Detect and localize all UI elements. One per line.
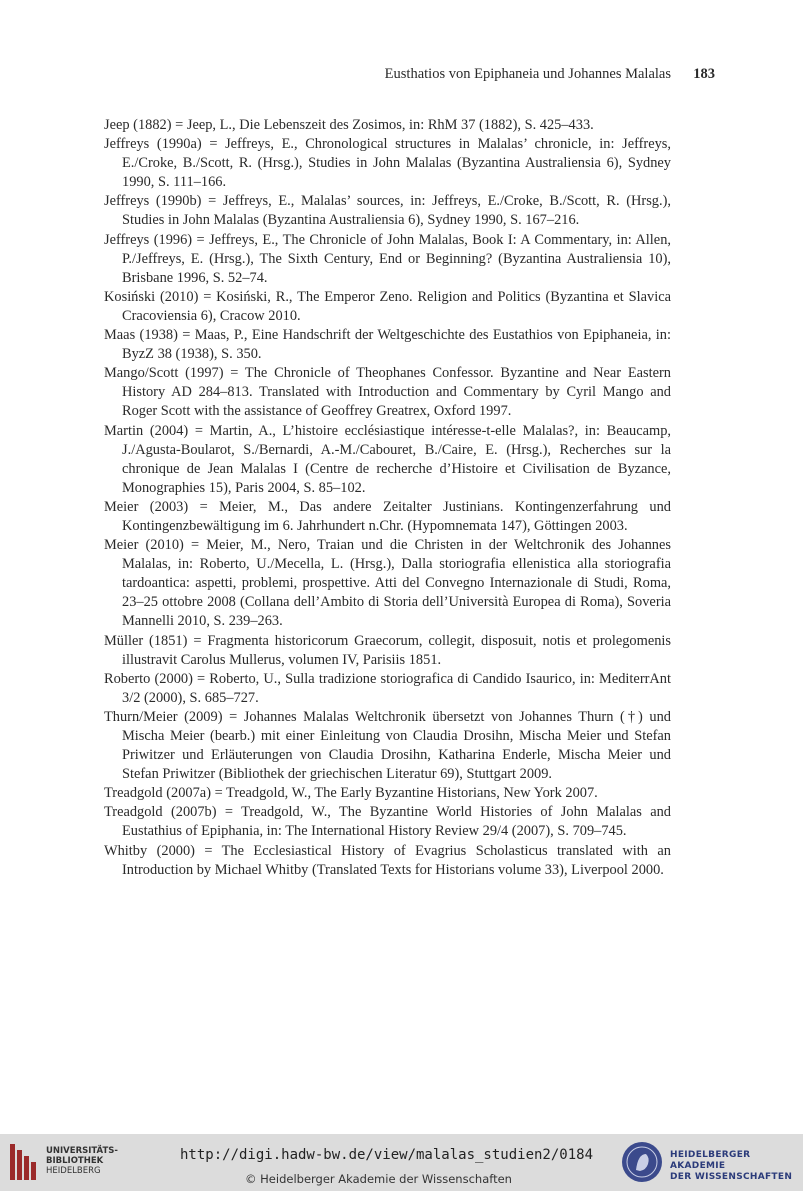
bib-entry: Meier (2003) = Meier, M., Das andere Zeitalter Justinians. Kontingenzerfahrung und Kontingenzbewältigung im 6. Jahrhundert n.Chr. (Hypomnemata 147), Göttingen 2003.: [104, 498, 671, 534]
bib-entry: Thurn/Meier (2009) = Johannes Malalas Weltchronik übersetzt von Johannes Thurn (†) und Mischa Meier (bearb.) mit einer Einleitung von Claudia Drosihn, Mischa Meier und Stefan Priwitzer und Erläuterungen von Claudia Drosihn, Katharina Enderle, Mischa Meier und Stefan Priwitzer (Bibliothek der griechischen Literatur 69), Stuttgart 2009.: [104, 708, 671, 783]
bib-entry: Martin (2004) = Martin, A., L’histoire ecclésiastique intéresse-t-elle Malalas?, in: Beaucamp, J./Agusta-Boularot, S./Bernardi, A.-M./Cabouret, B./Caire, E. (Hrsg.), Recherches sur la chronique de Jean Malalas I (Centre de recherche d’Histoire et Civilisation de Byzance, Monographies 15), Paris 2004, S. 85–102.: [104, 422, 671, 496]
bib-entry: Müller (1851) = Fragmenta historicorum Graecorum, collegit, disposuit, notis et prolegomenis illustravit Carolus Mullerus, volumen IV, Parisiis 1851.: [104, 632, 671, 668]
bib-entry: Whitby (2000) = The Ecclesiastical History of Evagrius Scholasticus translated with an Introduction by Michael Whitby (Translated Texts for Historians volume 33), Liverpool 2000.: [104, 842, 671, 878]
bib-entry: Jeffreys (1996) = Jeffreys, E., The Chronicle of John Malalas, Book I: A Commentary, in: Allen, P./Jeffreys, E. (Hrsg.), The Sixth Century, End or Beginning? (Byzantina Australiensia 10), Brisbane 1996, S. 52–74.: [104, 231, 671, 286]
running-title: Eusthatios von Epiphaneia und Johannes Malalas: [384, 66, 671, 82]
bib-entry: Jeffreys (1990b) = Jeffreys, E., Malalas’ sources, in: Jeffreys, E./Croke, B./Scott, R. (Hrsg.), Studies in John Malalas (Byzantina Australiensia 6), Sydney 1990, S. 167–216.: [104, 193, 671, 229]
running-header: [0, 66, 715, 83]
bib-entry: Jeep (1882) = Jeep, L., Die Lebenszeit des Zosimos, in: RhM 37 (1882), S. 425–433.: [104, 117, 594, 133]
copyright-notice: © Heidelberger Akademie der Wissenschaften: [245, 1172, 512, 1186]
bib-entry: Meier (2010) = Meier, M., Nero, Traian und die Christen in der Weltchronik des Johannes Malalas, in: Roberto, U./Mecella, L. (Hrsg.), Dalla storiografia ellenistica alla storiografia tardoantica: aspetti, problemi, prospettive. Atti del Convegno Internazionale di Studi, Roma, 23–25 ottobre 2008 (Collana dell’Ambito di Storia dell’Università Europea di Roma), Soveria Mannelli 2010, S. 239–263.: [104, 537, 671, 630]
bib-entry: Mango/Scott (1997) = The Chronicle of Theophanes Confessor. Byzantine and Near Eastern History AD 284–813. Translated with Introduction and Commentary by Cyril Mango and Roger Scott with the assistance of Geoffrey Greatrex, Oxford 1997.: [104, 365, 671, 420]
footer-bar: [0, 1134, 803, 1191]
bib-entry: Jeffreys (1990a) = Jeffreys, E., Chronological structures in Malalas’ chronicle, in: Jeffreys, E./Croke, B./Scott, R. (Hrsg.), Studies in John Malalas (Byzantina Australiensia 6), Sydney 1990, S. 111–166.: [104, 136, 671, 191]
bib-entry: Roberto (2000) = Roberto, U., Sulla tradizione storiografica di Candido Isaurico, in: MediterrAnt 3/2 (2000), S. 685–727.: [104, 670, 671, 706]
bib-entry: Kosiński (2010) = Kosiński, R., The Emperor Zeno. Religion and Politics (Byzantina et Slavica Cracoviensia 6), Cracow 2010.: [104, 288, 671, 324]
bib-entry: Maas (1938) = Maas, P., Eine Handschrift der Weltgeschichte des Eustathios von Epiphaneia, in: ByzZ 38 (1938), S. 350.: [104, 327, 671, 363]
academy-seal-icon: [620, 1140, 664, 1184]
bib-entry: Treadgold (2007a) = Treadgold, W., The Early Byzantine Historians, New York 2007.: [104, 785, 598, 802]
academy-name: HEIDELBERGER AKADEMIE DER WISSENSCHAFTEN: [670, 1150, 793, 1182]
permalink-url[interactable]: http://digi.hadw-bw.de/view/malalas_studien2/0184: [180, 1147, 594, 1163]
page-number: 183: [693, 66, 715, 82]
university-library-name: UNIVERSITÄTS- BIBLIOTHEK HEIDELBERG: [46, 1146, 118, 1176]
bib-entry: Treadgold (2007b) = Treadgold, W., The Byzantine World Histories of John Malalas and Eustathius of Epiphania, in: The International History Review 29/4 (2007), S. 709–745.: [104, 804, 671, 840]
university-library-logo-icon: [8, 1142, 40, 1182]
bibliography-list: [104, 116, 671, 880]
